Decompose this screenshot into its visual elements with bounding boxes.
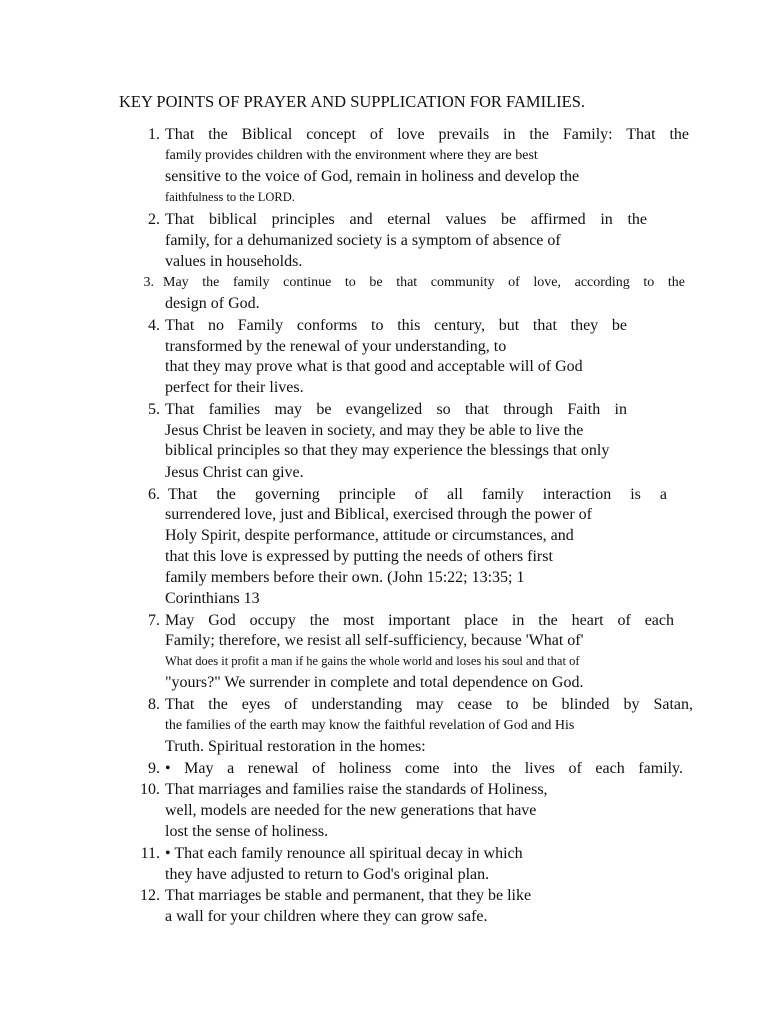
item-number: 12.	[140, 887, 160, 904]
item-line: sensitive to the voice of God, remain in holiness and develop the	[165, 168, 580, 185]
item-line: Truth. Spiritual restoration in the homes:	[165, 738, 426, 755]
item-line: Holy Spirit, despite performance, attitude or circumstances, and	[165, 527, 574, 544]
item-line: That biblical principles and eternal values be affirmed in the	[165, 211, 647, 228]
item-line: May the family continue to be that community of love, according to the	[163, 275, 685, 290]
item-line: family members before their own. (John 15:22; 13:35; 1	[165, 569, 525, 586]
item-line: perfect for their lives.	[165, 379, 304, 396]
item-line: That marriages and families raise the standards of Holiness,	[165, 781, 548, 798]
item-line: What does it profit a man if he gains the whole world and loses his soul and that of	[165, 654, 580, 668]
item-line: surrendered love, just and Biblical, exercised through the power of	[165, 506, 592, 523]
item-line: transformed by the renewal of your understanding, to	[165, 338, 507, 355]
item-line: family, for a dehumanized society is a symptom of absence of	[165, 232, 561, 249]
item-line: Corinthians 13	[165, 590, 260, 607]
item-line: Jesus Christ be leaven in society, and may they be able to live the	[165, 422, 584, 439]
item-line: That the eyes of understanding may cease to be blinded by Satan,	[165, 696, 693, 713]
item-number: 11.	[140, 845, 160, 862]
item-line: That families may be evangelized so that through Faith in	[165, 401, 627, 418]
item-line: family provides children with the environment where they are best	[165, 148, 538, 163]
item-line: • May a renewal of holiness come into the lives of each family.	[165, 760, 683, 777]
item-number: 8.	[148, 696, 160, 713]
document-title: KEY POINTS OF PRAYER AND SUPPLICATION FOR FAMILIES.	[119, 92, 586, 111]
item-line: well, models are needed for the new generations that have	[165, 802, 537, 819]
item-line: that this love is expressed by putting the needs of others first	[165, 548, 553, 565]
item-line: a wall for your children where they can grow safe.	[165, 908, 488, 925]
item-line: design of God.	[165, 295, 260, 312]
item-line: lost the sense of holiness.	[165, 823, 329, 840]
item-line: they have adjusted to return to God's original plan.	[165, 866, 490, 883]
item-line: • That each family renounce all spiritual decay in which	[165, 845, 523, 862]
item-line: That marriages be stable and permanent, that they be like	[165, 887, 532, 904]
item-line: That no Family conforms to this century, but that they be	[165, 317, 627, 334]
item-number: 6.	[148, 486, 160, 503]
item-line: May God occupy the most important place in the heart of each	[165, 612, 674, 629]
item-number: 2.	[148, 211, 160, 228]
item-line: the families of the earth may know the faithful revelation of God and His	[165, 718, 575, 733]
item-number: 3.	[143, 275, 154, 290]
item-line: That the Biblical concept of love prevails in the Family: That the	[165, 126, 689, 143]
item-line: faithfulness to the LORD.	[165, 190, 295, 204]
item-number: 7.	[148, 612, 160, 629]
item-line: biblical principles so that they may experience the blessings that only	[165, 442, 610, 459]
item-number: 4.	[148, 317, 160, 334]
item-number: 10.	[140, 781, 160, 798]
item-line: that they may prove what is that good and acceptable will of God	[165, 358, 583, 375]
item-line: That the governing principle of all family interaction is a	[168, 486, 667, 503]
item-line: "yours?" We surrender in complete and total dependence on God.	[165, 674, 584, 691]
item-number: 9.	[148, 760, 160, 777]
item-number: 5.	[148, 401, 160, 418]
item-line: Jesus Christ can give.	[165, 464, 304, 481]
item-number: 1.	[148, 126, 160, 143]
item-line: values in households.	[165, 253, 303, 270]
item-line: Family; therefore, we resist all self-sufficiency, because 'What of'	[165, 632, 584, 649]
